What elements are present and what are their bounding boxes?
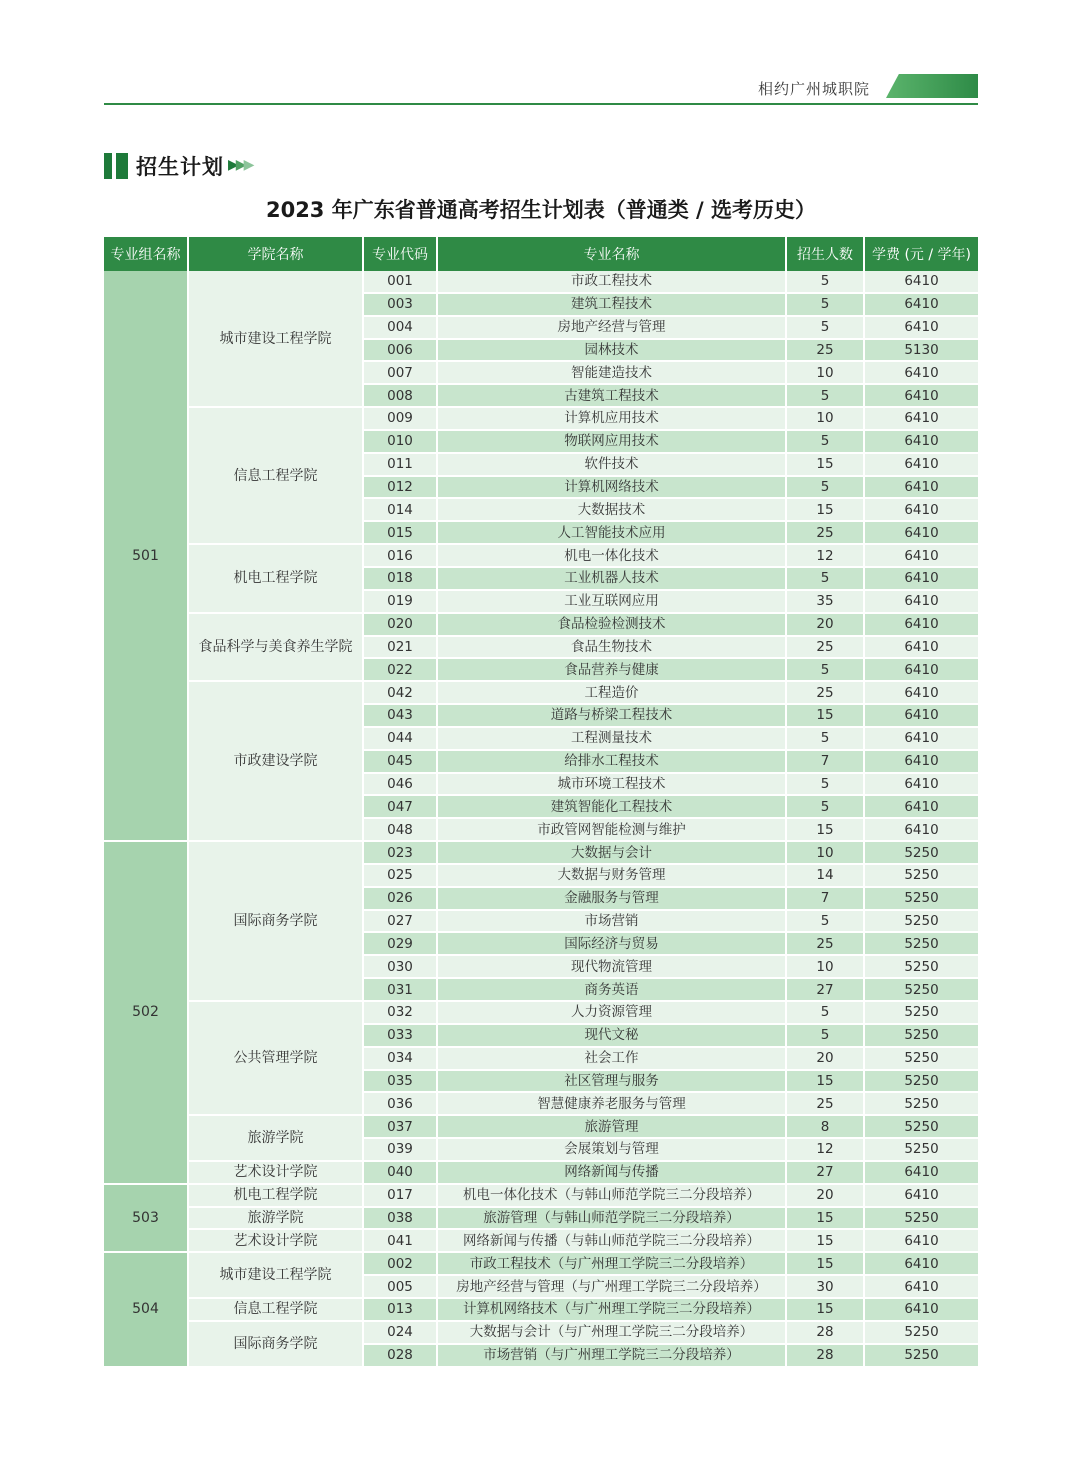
- enrollment-count-cell: 10: [786, 361, 864, 384]
- enrollment-count-cell: 5: [786, 658, 864, 681]
- table-header-row: [104, 237, 978, 271]
- major-name-cell: 园林技术: [437, 339, 786, 362]
- major-code-cell: 023: [363, 841, 437, 864]
- tuition-fee-cell: 5250: [864, 841, 978, 864]
- tuition-fee-cell: 5250: [864, 1047, 978, 1070]
- enrollment-count-cell: 15: [786, 818, 864, 841]
- enrollment-count-cell: 5: [786, 1001, 864, 1024]
- major-name-cell: 食品检验检测技术: [437, 613, 786, 636]
- tuition-fee-cell: 6410: [864, 727, 978, 750]
- page-number-tab: [886, 74, 978, 98]
- enrollment-count-cell: 28: [786, 1321, 864, 1344]
- tuition-fee-cell: 5250: [864, 1344, 978, 1367]
- major-code-cell: 041: [363, 1229, 437, 1252]
- major-name-cell: 建筑智能化工程技术: [437, 795, 786, 818]
- tuition-fee-cell: 6410: [864, 704, 978, 727]
- major-code-cell: 040: [363, 1161, 437, 1184]
- table-row: [104, 1321, 978, 1344]
- tuition-fee-cell: 6410: [864, 1298, 978, 1321]
- enrollment-count-cell: 15: [786, 1070, 864, 1093]
- major-code-cell: 002: [363, 1252, 437, 1275]
- major-name-cell: 市政管网智能检测与维护: [437, 818, 786, 841]
- enrollment-count-cell: 5: [786, 1024, 864, 1047]
- tuition-fee-cell: 6410: [864, 544, 978, 567]
- major-name-cell: 旅游管理: [437, 1115, 786, 1138]
- major-name-cell: 食品营养与健康: [437, 658, 786, 681]
- table-row: [104, 1001, 978, 1024]
- table-row: [104, 681, 978, 704]
- tuition-fee-cell: 5250: [864, 955, 978, 978]
- enrollment-count-cell: 5: [786, 795, 864, 818]
- enrollment-count-cell: 5: [786, 430, 864, 453]
- major-code-cell: 036: [363, 1092, 437, 1115]
- header-rule: [104, 103, 978, 105]
- major-name-cell: 物联网应用技术: [437, 430, 786, 453]
- table-row: [104, 1161, 978, 1184]
- major-name-cell: 工程测量技术: [437, 727, 786, 750]
- column-header: 专业代码: [363, 237, 437, 271]
- major-code-cell: 015: [363, 521, 437, 544]
- tuition-fee-cell: 6410: [864, 590, 978, 613]
- college-name-cell: 城市建设工程学院: [188, 271, 363, 407]
- enrollment-count-cell: 5: [786, 293, 864, 316]
- tuition-fee-cell: 6410: [864, 1229, 978, 1252]
- major-code-cell: 001: [363, 271, 437, 293]
- major-code-cell: 020: [363, 613, 437, 636]
- enrollment-count-cell: 10: [786, 407, 864, 430]
- enrollment-count-cell: 25: [786, 932, 864, 955]
- tuition-fee-cell: 5250: [864, 887, 978, 910]
- group-name-cell: 502: [104, 841, 188, 1184]
- college-name-cell: 食品科学与美食养生学院: [188, 613, 363, 682]
- major-code-cell: 028: [363, 1344, 437, 1367]
- enrollment-count-cell: 20: [786, 1184, 864, 1207]
- major-name-cell: 商务英语: [437, 978, 786, 1001]
- section-marker-bar: [116, 153, 128, 179]
- major-code-cell: 034: [363, 1047, 437, 1070]
- major-code-cell: 019: [363, 590, 437, 613]
- enrollment-count-cell: 20: [786, 1047, 864, 1070]
- major-name-cell: 计算机应用技术: [437, 407, 786, 430]
- major-name-cell: 计算机网络技术: [437, 476, 786, 499]
- tuition-fee-cell: 6410: [864, 818, 978, 841]
- enrollment-count-cell: 25: [786, 681, 864, 704]
- site-title: 相约广州城职院: [757, 80, 870, 98]
- major-name-cell: 大数据技术: [437, 498, 786, 521]
- tuition-fee-cell: 6410: [864, 658, 978, 681]
- major-code-cell: 047: [363, 795, 437, 818]
- major-code-cell: 033: [363, 1024, 437, 1047]
- major-code-cell: 012: [363, 476, 437, 499]
- major-name-cell: 城市环境工程技术: [437, 773, 786, 796]
- group-name-cell: 501: [104, 271, 188, 841]
- tuition-fee-cell: 6410: [864, 361, 978, 384]
- major-code-cell: 022: [363, 658, 437, 681]
- tuition-fee-cell: 5250: [864, 1001, 978, 1024]
- college-name-cell: 机电工程学院: [188, 1184, 363, 1207]
- major-code-cell: 005: [363, 1275, 437, 1298]
- group-name-cell: 504: [104, 1252, 188, 1366]
- enrollment-count-cell: 15: [786, 453, 864, 476]
- major-code-cell: 008: [363, 384, 437, 407]
- section-marker-bar: [104, 153, 112, 179]
- major-name-cell: 软件技术: [437, 453, 786, 476]
- table-title: 2023 年广东省普通高考招生计划表（普通类 / 选考历史）: [265, 198, 817, 222]
- enrollment-count-cell: 10: [786, 841, 864, 864]
- major-name-cell: 市政工程技术: [437, 271, 786, 293]
- major-code-cell: 014: [363, 498, 437, 521]
- major-code-cell: 006: [363, 339, 437, 362]
- table-row: [104, 1252, 978, 1275]
- table-row: [104, 271, 978, 293]
- table-row: [104, 841, 978, 864]
- tuition-fee-cell: 6410: [864, 567, 978, 590]
- enrollment-count-cell: 7: [786, 750, 864, 773]
- column-header: 学院名称: [188, 237, 363, 271]
- major-code-cell: 011: [363, 453, 437, 476]
- enrollment-count-cell: 5: [786, 773, 864, 796]
- group-name-cell: 503: [104, 1184, 188, 1253]
- table-row: [104, 1207, 978, 1230]
- college-name-cell: 信息工程学院: [188, 1298, 363, 1321]
- major-name-cell: 智慧健康养老服务与管理: [437, 1092, 786, 1115]
- major-code-cell: 046: [363, 773, 437, 796]
- major-code-cell: 029: [363, 932, 437, 955]
- enrollment-count-cell: 5: [786, 384, 864, 407]
- column-header: 专业组名称: [104, 237, 188, 271]
- tuition-fee-cell: 5250: [864, 1092, 978, 1115]
- tuition-fee-cell: 6410: [864, 498, 978, 521]
- tuition-fee-cell: 5130: [864, 339, 978, 362]
- enrollment-count-cell: 5: [786, 316, 864, 339]
- enrollment-count-cell: 5: [786, 271, 864, 293]
- enrollment-count-cell: 15: [786, 1252, 864, 1275]
- major-code-cell: 037: [363, 1115, 437, 1138]
- major-code-cell: 030: [363, 955, 437, 978]
- enrollment-count-cell: 12: [786, 544, 864, 567]
- major-name-cell: 会展策划与管理: [437, 1138, 786, 1161]
- major-code-cell: 017: [363, 1184, 437, 1207]
- college-name-cell: 艺术设计学院: [188, 1161, 363, 1184]
- college-name-cell: 艺术设计学院: [188, 1229, 363, 1252]
- table-row: [104, 407, 978, 430]
- major-name-cell: 智能建造技术: [437, 361, 786, 384]
- major-code-cell: 021: [363, 636, 437, 659]
- major-code-cell: 027: [363, 910, 437, 933]
- major-code-cell: 035: [363, 1070, 437, 1093]
- college-name-cell: 旅游学院: [188, 1115, 363, 1161]
- major-code-cell: 026: [363, 887, 437, 910]
- enrollment-count-cell: 15: [786, 498, 864, 521]
- tuition-fee-cell: 5250: [864, 910, 978, 933]
- major-name-cell: 市政工程技术（与广州理工学院三二分段培养）: [437, 1252, 786, 1275]
- tuition-fee-cell: 6410: [864, 1275, 978, 1298]
- enrollment-count-cell: 25: [786, 521, 864, 544]
- major-code-cell: 016: [363, 544, 437, 567]
- major-code-cell: 018: [363, 567, 437, 590]
- tuition-fee-cell: 6410: [864, 384, 978, 407]
- major-name-cell: 旅游管理（与韩山师范学院三二分段培养）: [437, 1207, 786, 1230]
- table-row: [104, 1115, 978, 1138]
- major-code-cell: 009: [363, 407, 437, 430]
- major-name-cell: 社区管理与服务: [437, 1070, 786, 1093]
- tuition-fee-cell: 6410: [864, 773, 978, 796]
- tuition-fee-cell: 6410: [864, 521, 978, 544]
- enrollment-count-cell: 15: [786, 1229, 864, 1252]
- enrollment-count-cell: 27: [786, 978, 864, 1001]
- tuition-fee-cell: 6410: [864, 636, 978, 659]
- table-row: [104, 1184, 978, 1207]
- tuition-fee-cell: 5250: [864, 864, 978, 887]
- tuition-fee-cell: 6410: [864, 681, 978, 704]
- tuition-fee-cell: 5250: [864, 1321, 978, 1344]
- major-name-cell: 食品生物技术: [437, 636, 786, 659]
- major-name-cell: 社会工作: [437, 1047, 786, 1070]
- tuition-fee-cell: 5250: [864, 932, 978, 955]
- major-name-cell: 人力资源管理: [437, 1001, 786, 1024]
- enrollment-count-cell: 30: [786, 1275, 864, 1298]
- tuition-fee-cell: 6410: [864, 795, 978, 818]
- major-name-cell: 现代物流管理: [437, 955, 786, 978]
- tuition-fee-cell: 5250: [864, 1115, 978, 1138]
- major-name-cell: 工程造价: [437, 681, 786, 704]
- enrollment-count-cell: 35: [786, 590, 864, 613]
- table-row: [104, 1298, 978, 1321]
- enrollment-count-cell: 8: [786, 1115, 864, 1138]
- enrollment-count-cell: 15: [786, 1298, 864, 1321]
- major-name-cell: 房地产经营与管理: [437, 316, 786, 339]
- tuition-fee-cell: 6410: [864, 430, 978, 453]
- table-body: [104, 271, 978, 1367]
- major-code-cell: 032: [363, 1001, 437, 1024]
- major-name-cell: 房地产经营与管理（与广州理工学院三二分段培养）: [437, 1275, 786, 1298]
- major-name-cell: 市场营销（与广州理工学院三二分段培养）: [437, 1344, 786, 1367]
- major-code-cell: 042: [363, 681, 437, 704]
- major-code-cell: 003: [363, 293, 437, 316]
- major-code-cell: 007: [363, 361, 437, 384]
- major-name-cell: 给排水工程技术: [437, 750, 786, 773]
- college-name-cell: 机电工程学院: [188, 544, 363, 613]
- major-name-cell: 大数据与会计: [437, 841, 786, 864]
- major-name-cell: 机电一体化技术（与韩山师范学院三二分段培养）: [437, 1184, 786, 1207]
- major-name-cell: 国际经济与贸易: [437, 932, 786, 955]
- major-name-cell: 古建筑工程技术: [437, 384, 786, 407]
- enrollment-count-cell: 25: [786, 636, 864, 659]
- major-code-cell: 010: [363, 430, 437, 453]
- section-title: 招生计划: [136, 155, 224, 179]
- major-code-cell: 013: [363, 1298, 437, 1321]
- tuition-fee-cell: 5250: [864, 1207, 978, 1230]
- tuition-fee-cell: 6410: [864, 1184, 978, 1207]
- major-name-cell: 工业机器人技术: [437, 567, 786, 590]
- tuition-fee-cell: 6410: [864, 316, 978, 339]
- table-row: [104, 1229, 978, 1252]
- enrollment-count-cell: 15: [786, 704, 864, 727]
- tuition-fee-cell: 6410: [864, 453, 978, 476]
- college-name-cell: 信息工程学院: [188, 407, 363, 544]
- enrollment-count-cell: 14: [786, 864, 864, 887]
- enrollment-count-cell: 27: [786, 1161, 864, 1184]
- tuition-fee-cell: 5250: [864, 1024, 978, 1047]
- major-code-cell: 024: [363, 1321, 437, 1344]
- tuition-fee-cell: 6410: [864, 476, 978, 499]
- tuition-fee-cell: 5250: [864, 978, 978, 1001]
- major-code-cell: 044: [363, 727, 437, 750]
- college-name-cell: 公共管理学院: [188, 1001, 363, 1115]
- major-code-cell: 031: [363, 978, 437, 1001]
- tuition-fee-cell: 6410: [864, 293, 978, 316]
- college-name-cell: 国际商务学院: [188, 841, 363, 1001]
- table-row: [104, 544, 978, 567]
- enrollment-count-cell: 5: [786, 727, 864, 750]
- enrollment-count-cell: 25: [786, 1092, 864, 1115]
- column-header: 专业名称: [437, 237, 786, 271]
- major-name-cell: 人工智能技术应用: [437, 521, 786, 544]
- major-code-cell: 039: [363, 1138, 437, 1161]
- college-name-cell: 市政建设学院: [188, 681, 363, 841]
- major-name-cell: 大数据与会计（与广州理工学院三二分段培养）: [437, 1321, 786, 1344]
- enrollment-plan-table: [104, 237, 978, 1368]
- enrollment-count-cell: 5: [786, 567, 864, 590]
- college-name-cell: 旅游学院: [188, 1207, 363, 1230]
- tuition-fee-cell: 6410: [864, 1252, 978, 1275]
- major-name-cell: 建筑工程技术: [437, 293, 786, 316]
- major-code-cell: 045: [363, 750, 437, 773]
- enrollment-count-cell: 10: [786, 955, 864, 978]
- tuition-fee-cell: 6410: [864, 1161, 978, 1184]
- column-header: 招生人数: [786, 237, 864, 271]
- table-row: [104, 613, 978, 636]
- major-name-cell: 道路与桥梁工程技术: [437, 704, 786, 727]
- triple-arrow-icon: ▶▶▶: [228, 157, 252, 173]
- page-number: 64: [156, 76, 172, 92]
- enrollment-count-cell: 5: [786, 476, 864, 499]
- college-name-cell: 国际商务学院: [188, 1321, 363, 1367]
- enrollment-count-cell: 12: [786, 1138, 864, 1161]
- major-name-cell: 金融服务与管理: [437, 887, 786, 910]
- enrollment-count-cell: 5: [786, 910, 864, 933]
- major-name-cell: 网络新闻与传播（与韩山师范学院三二分段培养）: [437, 1229, 786, 1252]
- major-code-cell: 004: [363, 316, 437, 339]
- enrollment-count-cell: 7: [786, 887, 864, 910]
- enrollment-count-cell: 28: [786, 1344, 864, 1367]
- major-name-cell: 现代文秘: [437, 1024, 786, 1047]
- major-name-cell: 网络新闻与传播: [437, 1161, 786, 1184]
- tuition-fee-cell: 6410: [864, 750, 978, 773]
- major-name-cell: 工业互联网应用: [437, 590, 786, 613]
- column-header: 学费 (元 / 学年): [864, 237, 978, 271]
- major-code-cell: 048: [363, 818, 437, 841]
- major-code-cell: 043: [363, 704, 437, 727]
- major-name-cell: 计算机网络技术（与广州理工学院三二分段培养）: [437, 1298, 786, 1321]
- major-name-cell: 市场营销: [437, 910, 786, 933]
- major-code-cell: 025: [363, 864, 437, 887]
- tuition-fee-cell: 6410: [864, 613, 978, 636]
- enrollment-count-cell: 25: [786, 339, 864, 362]
- tuition-fee-cell: 6410: [864, 271, 978, 293]
- running-header: [104, 74, 978, 106]
- major-code-cell: 038: [363, 1207, 437, 1230]
- enrollment-count-cell: 15: [786, 1207, 864, 1230]
- enrollment-count-cell: 20: [786, 613, 864, 636]
- tuition-fee-cell: 5250: [864, 1138, 978, 1161]
- tuition-fee-cell: 5250: [864, 1070, 978, 1093]
- major-name-cell: 大数据与财务管理: [437, 864, 786, 887]
- tuition-fee-cell: 6410: [864, 407, 978, 430]
- college-name-cell: 城市建设工程学院: [188, 1252, 363, 1298]
- major-name-cell: 机电一体化技术: [437, 544, 786, 567]
